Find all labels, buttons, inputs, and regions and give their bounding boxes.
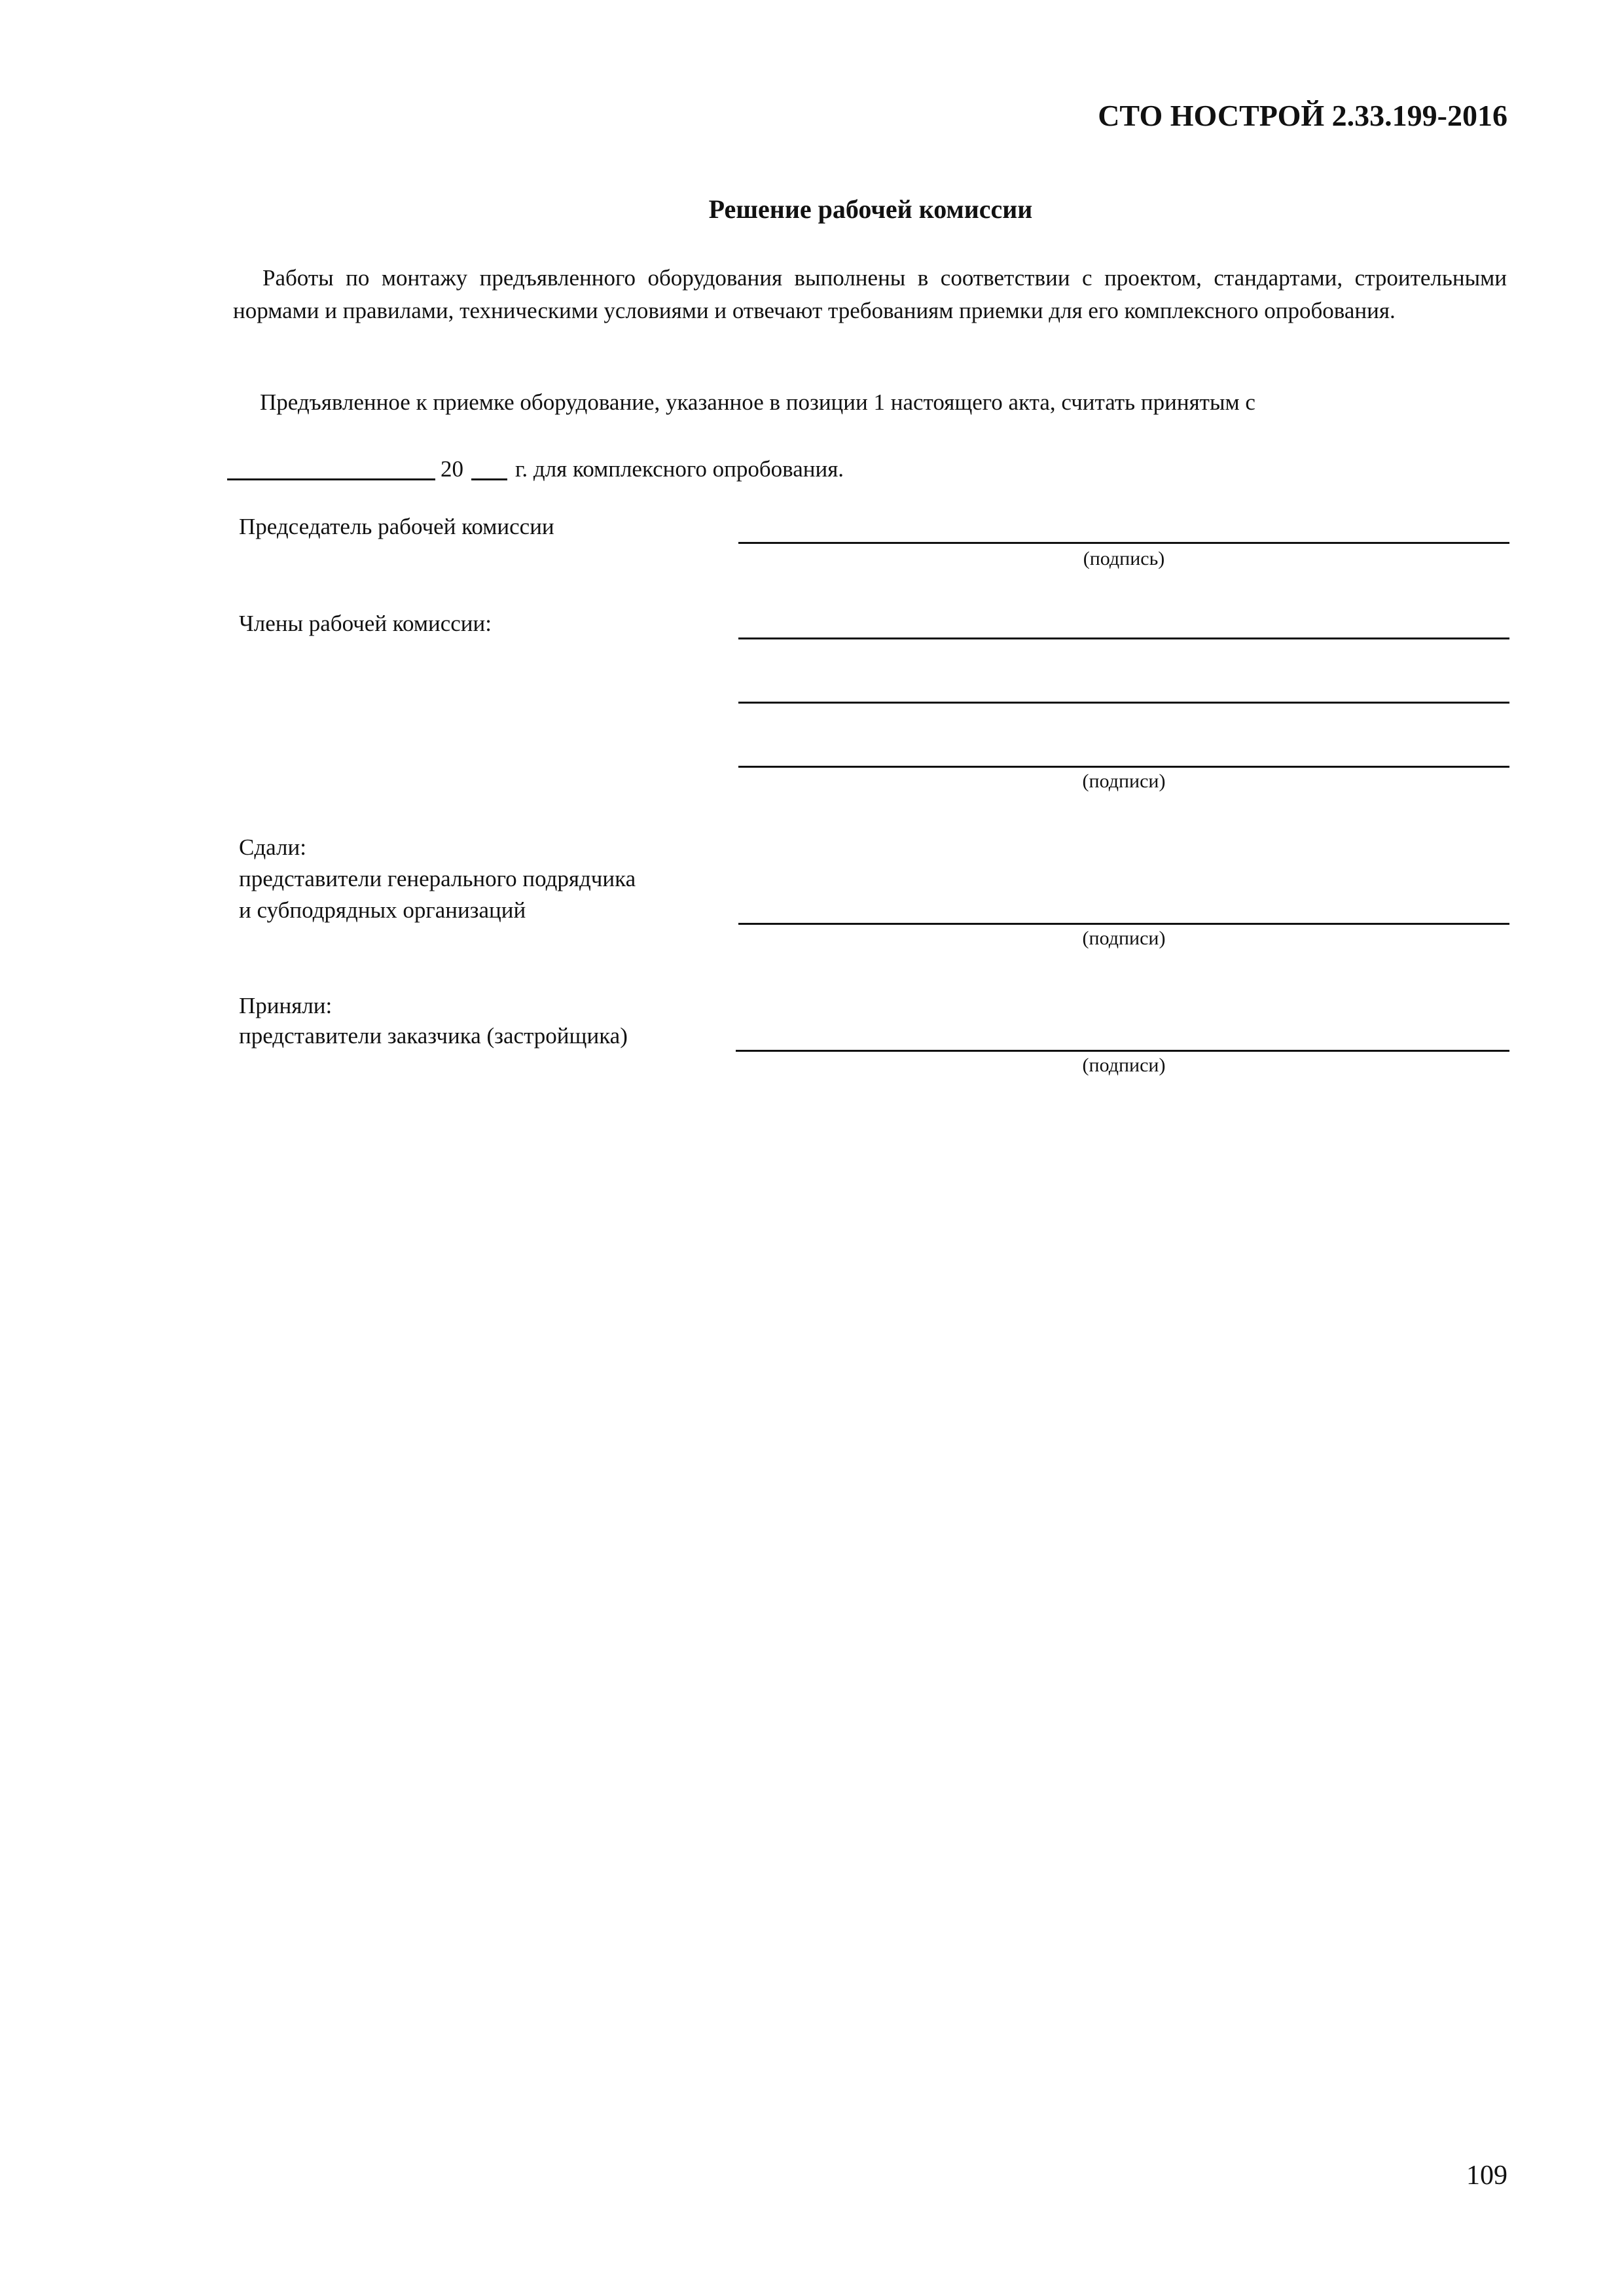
members-signature-caption: (подписи) xyxy=(1082,770,1166,792)
general-contractor-label: представители генерального подрядчика xyxy=(239,866,636,891)
work-compliance-paragraph: Работы по монтажу предъявленного оборудования выполнены в соответствии с проектом, стандартами, строительными нормами и правилами, техническими условиями и отвечают требованиям приемки для его комплексного опробования. xyxy=(233,265,1507,323)
members-label: Члены рабочей комиссии: xyxy=(239,611,492,636)
date-suffix: г. для комплексного опробования. xyxy=(515,456,844,482)
date-year-blank xyxy=(471,454,507,480)
page-number: 109 xyxy=(1466,2161,1507,2191)
accepted-signature-caption: (подписи) xyxy=(1082,1054,1166,1076)
date-year-prefix: 20 xyxy=(441,456,463,482)
subcontractors-label: и субподрядных организаций xyxy=(239,897,526,923)
document-code: СТО НОСТРОЙ 2.33.199-2016 xyxy=(1098,99,1507,132)
date-day-blank xyxy=(227,454,435,480)
member-signature-line-3 xyxy=(738,766,1509,768)
chairman-signature-caption: (подпись) xyxy=(1083,548,1165,569)
acceptance-paragraph: Предъявленное к приемке оборудование, указанное в позиции 1 настоящего акта, считать принятым с xyxy=(260,389,1255,415)
accepted-label: Приняли: xyxy=(239,993,333,1018)
member-signature-line-2 xyxy=(738,702,1509,704)
chairman-label: Председатель рабочей комиссии xyxy=(239,514,554,539)
section-title: Решение рабочей комиссии xyxy=(708,194,1033,224)
handed-over-label: Сдали: xyxy=(239,834,306,860)
handed-over-signature-caption: (подписи) xyxy=(1082,927,1166,949)
handed-over-signature-line xyxy=(738,923,1509,925)
acceptance-date-line xyxy=(227,453,844,486)
chairman-signature-line xyxy=(738,542,1509,544)
customer-representatives-label: представители заказчика (застройщика) xyxy=(239,1023,628,1049)
accepted-signature-line xyxy=(736,1050,1509,1052)
member-signature-line-1 xyxy=(738,637,1509,639)
